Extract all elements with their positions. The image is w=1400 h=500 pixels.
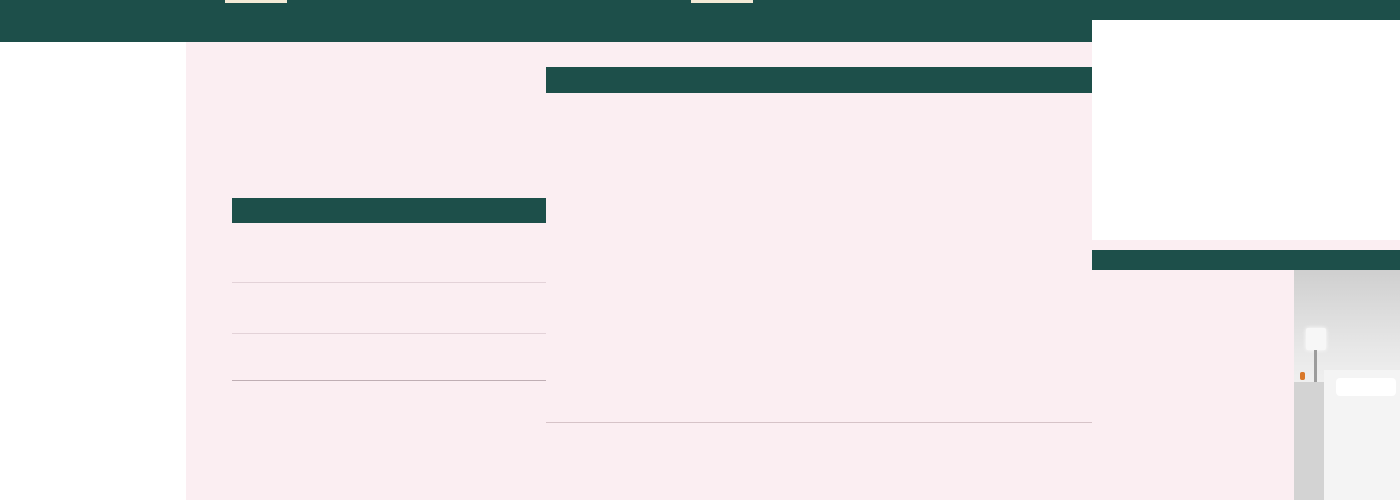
hotel-room-photo — [1294, 270, 1400, 500]
table-divider — [232, 333, 546, 334]
left-column — [0, 42, 186, 500]
section-divider — [546, 422, 1092, 423]
nav-active-marker — [225, 0, 287, 3]
page-thumbnails — [1092, 0, 1400, 500]
risks-text-area — [1092, 20, 1400, 240]
index-table-header — [232, 198, 546, 223]
top-navigation — [0, 0, 546, 42]
mini-navigation-bottom — [1092, 250, 1400, 270]
page-our-policies — [546, 0, 1092, 500]
page-identifying-managing-risks — [0, 0, 546, 500]
pillows — [1336, 378, 1396, 396]
top-navigation — [546, 0, 1092, 42]
mini-navigation-top — [1092, 0, 1400, 20]
table-divider — [232, 282, 546, 283]
lamp-stand — [1314, 350, 1317, 384]
lamp-shade — [1306, 328, 1326, 350]
nav-active-marker — [691, 0, 753, 3]
table-bottom-border — [232, 380, 546, 381]
flowers — [1300, 372, 1305, 380]
our-policies-banner — [546, 67, 1092, 93]
